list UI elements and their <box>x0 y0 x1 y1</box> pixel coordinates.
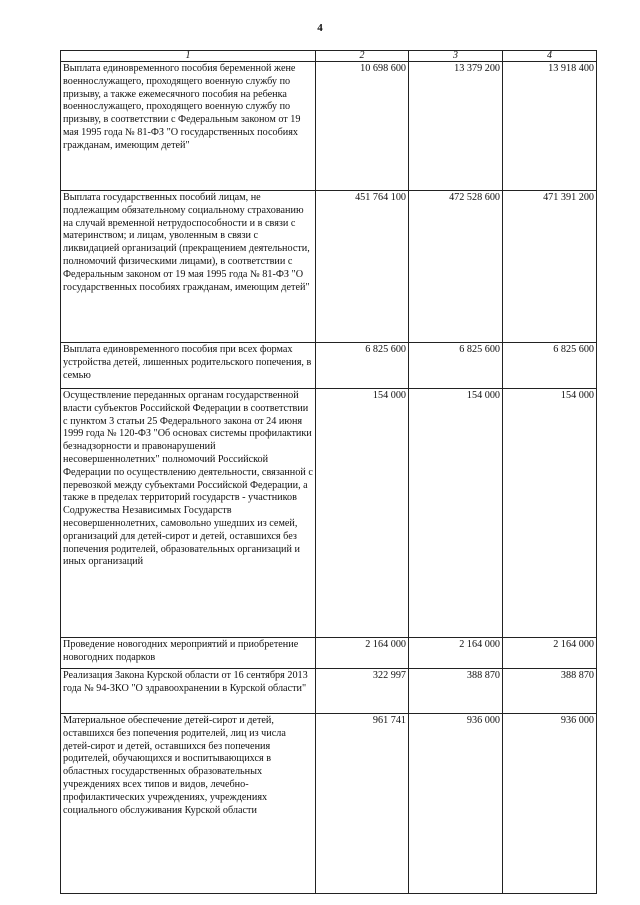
table-row <box>61 62 597 191</box>
row-description: Выплата единовременного пособия при всех формах устройства детей, лишенных родительского попечения, в семью <box>61 343 316 389</box>
row-description: Осуществление переданных органам государственной власти субъектов Российской Федерации в соответствии с пунктом 3 статьи 25 Федерального закона от 24 июня 1999 года № 120-ФЗ "Об основах системы профилактики безнадзорности и правонарушений несовершеннолетних" полномочий Российской Федерации по осуществлению деятельности, связанной с перевозкой между субъектами Российской Федерации, а также в пределах территорий государств - участников Содружества Независимых Государств несовершеннолетних, самовольно ушедших из семей, организаций для детей-сирот и детей, оставшихся без попечения родителей, образовательных организаций и иных организаций <box>61 389 316 638</box>
row-description: Реализация Закона Курской области от 16 сентября 2013 года № 94-ЗКО "О здравоохранении в Курской области" <box>61 669 316 714</box>
row-value-col4: 936 000 <box>503 714 597 894</box>
table-header-row <box>61 51 597 62</box>
table-row <box>61 343 597 389</box>
row-value-col2: 961 741 <box>316 714 409 894</box>
row-value-col3: 472 528 600 <box>409 191 503 343</box>
row-value-col3: 936 000 <box>409 714 503 894</box>
table-row <box>61 191 597 343</box>
column-header-2: 2 <box>316 51 409 62</box>
column-header-3: 3 <box>409 51 503 62</box>
row-value-col3: 388 870 <box>409 669 503 714</box>
row-value-col3: 13 379 200 <box>409 62 503 191</box>
row-value-col2: 154 000 <box>316 389 409 638</box>
row-description: Материальное обеспечение детей-сирот и детей, оставшихся без попечения родителей, лиц из числа детей-сирот и детей, оставшихся без попечения родителей, обучающихся и воспитывающихся в областных государственных образовательных учреждениях всех типов и видов, лечебно-профилактических учреждениях, учреждениях социального обслуживания Курской области <box>61 714 316 894</box>
row-value-col3: 6 825 600 <box>409 343 503 389</box>
column-header-1: 1 <box>61 51 316 62</box>
row-value-col2: 451 764 100 <box>316 191 409 343</box>
table-row <box>61 638 597 669</box>
table-row <box>61 714 597 894</box>
budget-table <box>60 50 597 894</box>
row-value-col2: 6 825 600 <box>316 343 409 389</box>
row-value-col3: 154 000 <box>409 389 503 638</box>
column-header-4: 4 <box>503 51 597 62</box>
row-description: Проведение новогодних мероприятий и приобретение новогодних подарков <box>61 638 316 669</box>
row-description: Выплата государственных пособий лицам, не подлежащим обязательному социальному страхованию на случай временной нетрудоспособности и в связи с материнством; и лицам, уволенным в связи с ликвидацией организаций (прекращением деятельности, полномочий физическими лицами), в соответствии с Федеральным законом от 19 мая 1995 года № 81-ФЗ "О государственных пособиях гражданам, имеющим детей" <box>61 191 316 343</box>
row-value-col2: 2 164 000 <box>316 638 409 669</box>
row-value-col4: 6 825 600 <box>503 343 597 389</box>
table-row <box>61 389 597 638</box>
row-value-col4: 2 164 000 <box>503 638 597 669</box>
row-description: Выплата единовременного пособия беременной жене военнослужащего, проходящего военную службу по призыву, а также ежемесячного пособия на ребенка военнослужащего, проходящего военную службу по призыву, в соответствии с Федеральным законом от 19 мая 1995 года № 81-ФЗ "О государственных пособиях гражданам, имеющим детей" <box>61 62 316 191</box>
page-number: 4 <box>317 22 323 34</box>
table-row <box>61 669 597 714</box>
row-value-col4: 471 391 200 <box>503 191 597 343</box>
row-value-col3: 2 164 000 <box>409 638 503 669</box>
row-value-col2: 322 997 <box>316 669 409 714</box>
row-value-col4: 13 918 400 <box>503 62 597 191</box>
row-value-col2: 10 698 600 <box>316 62 409 191</box>
row-value-col4: 154 000 <box>503 389 597 638</box>
row-value-col4: 388 870 <box>503 669 597 714</box>
